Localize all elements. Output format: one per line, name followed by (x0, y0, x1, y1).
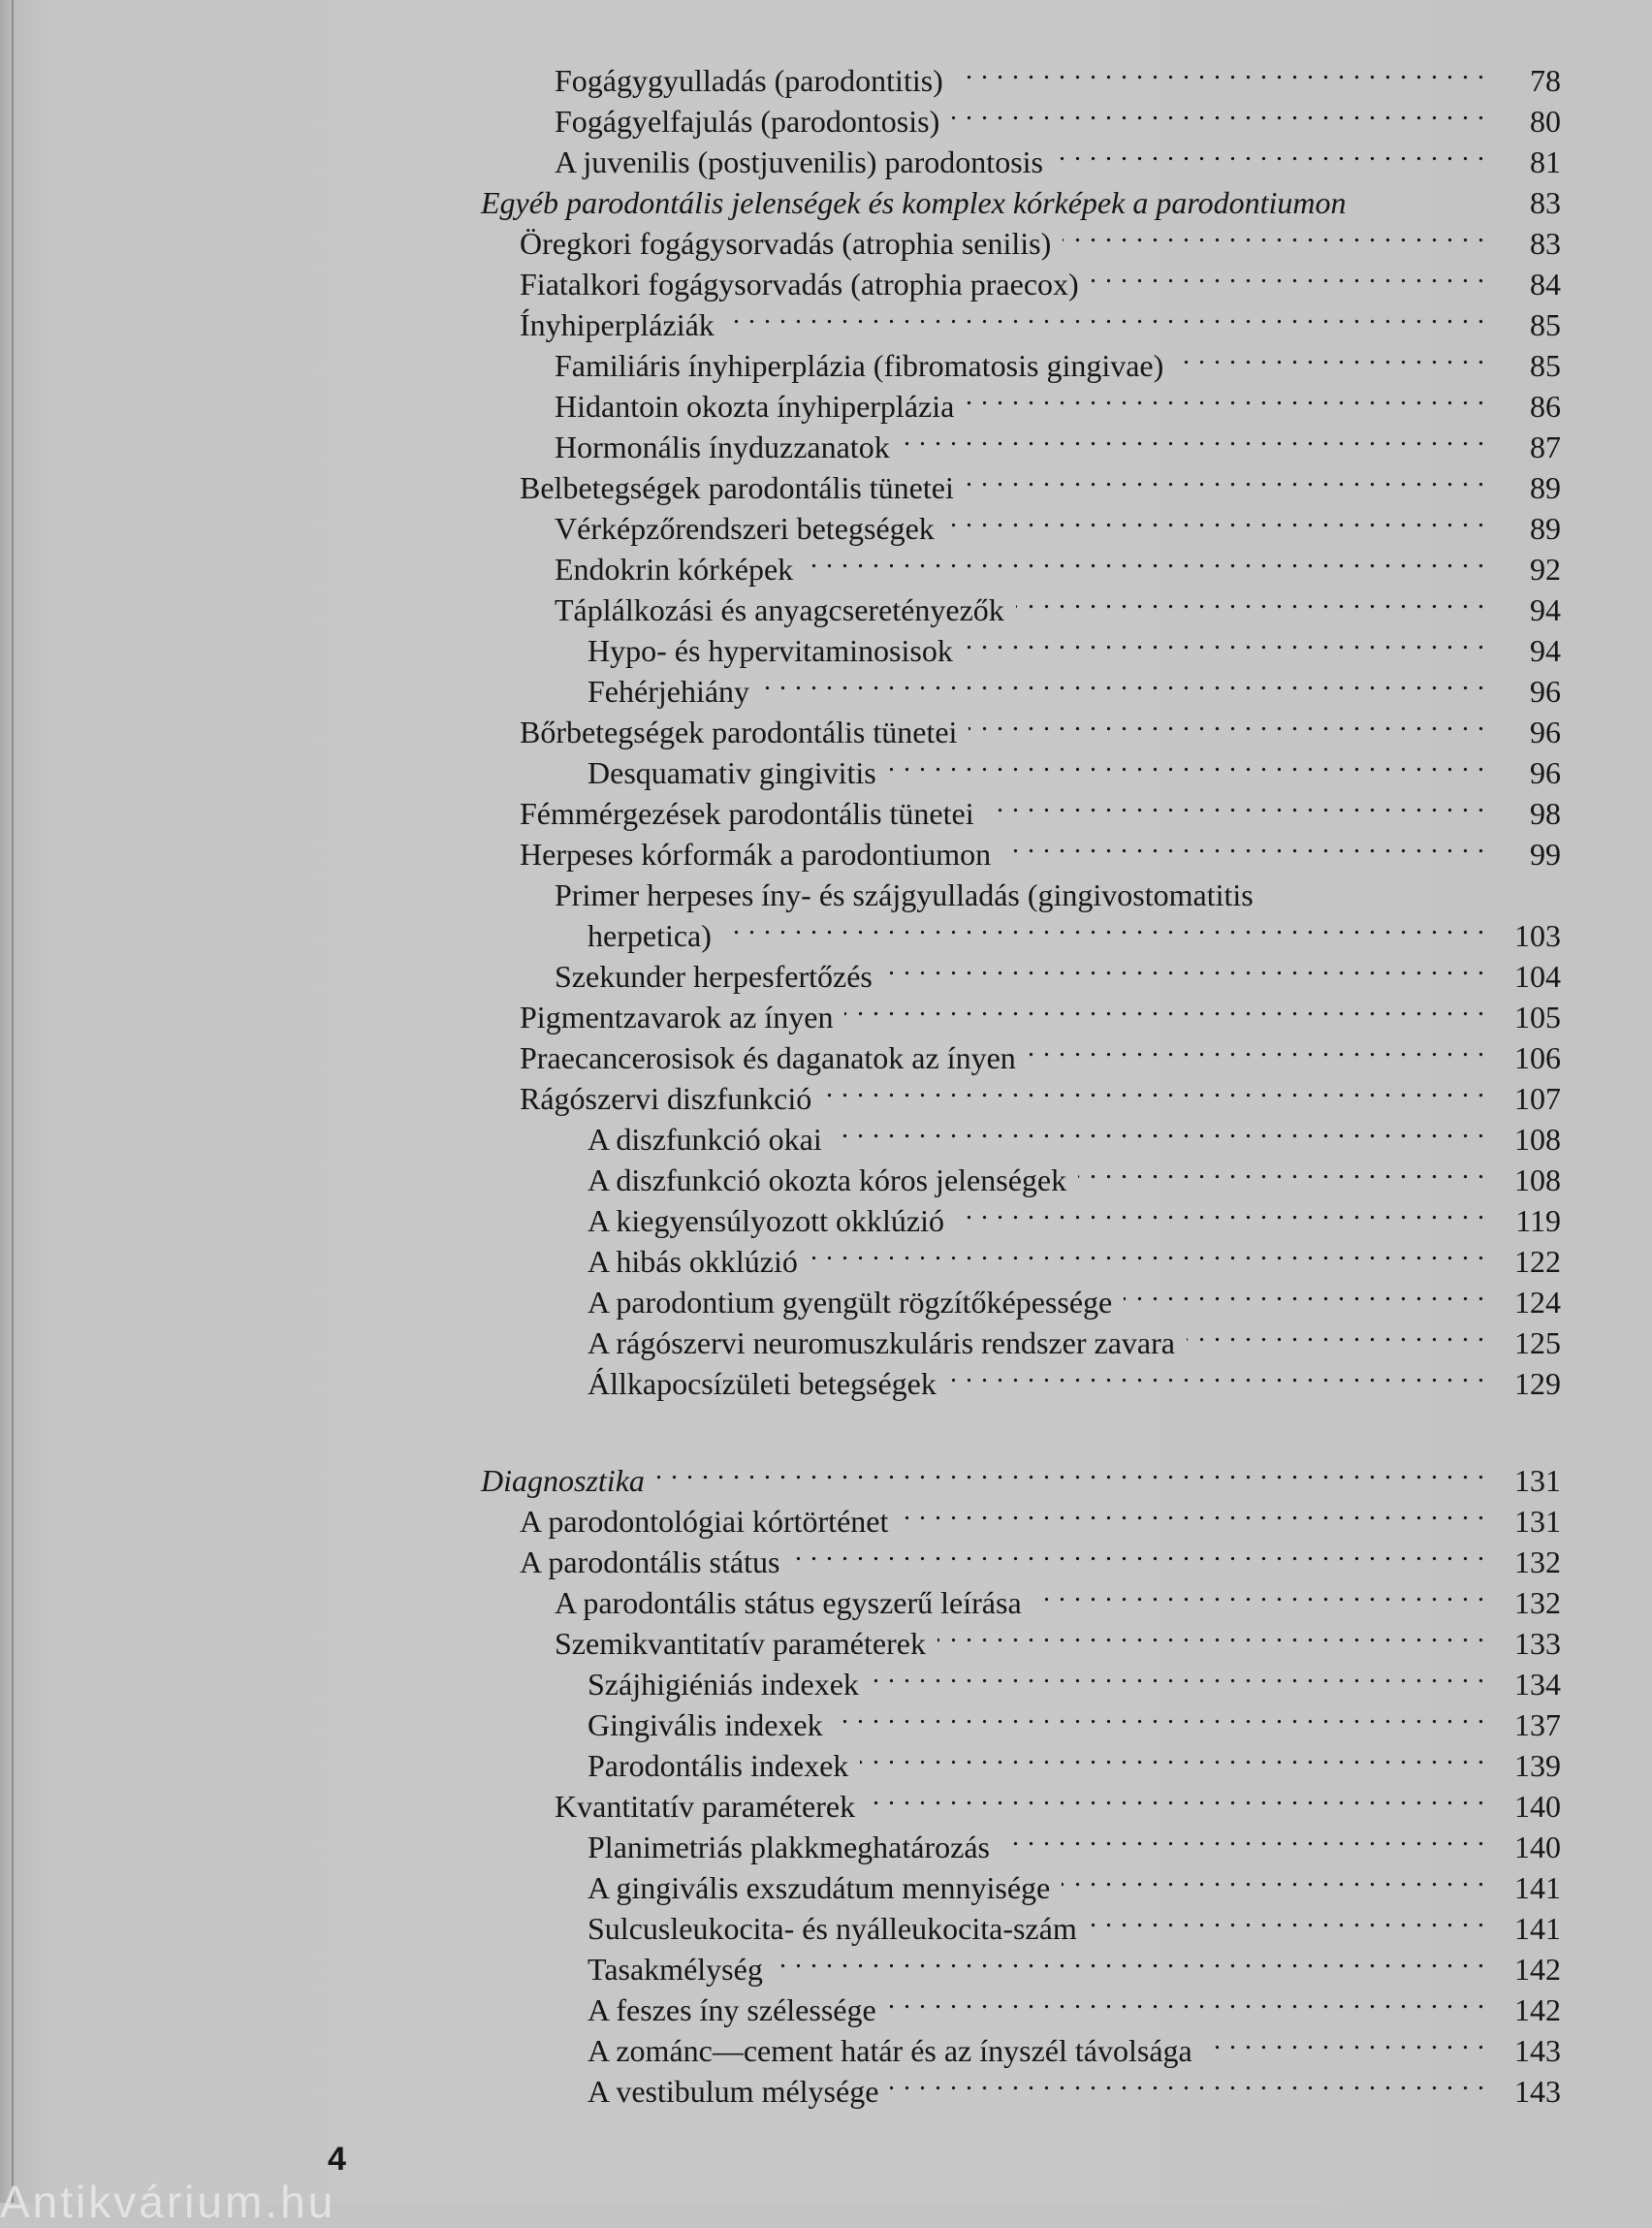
toc-entry (588, 2061, 1561, 2109)
toc-entry-title: Fehérjehiány (588, 674, 750, 709)
toc-entry (555, 91, 1561, 139)
toc-entry-page: 141 (1514, 1911, 1561, 1946)
toc-entry-title: A zománc—cement határ és az ínyszél távolsága (588, 2033, 1192, 2068)
toc-entry (520, 1491, 1561, 1539)
toc-entry-page: 124 (1514, 1285, 1561, 1320)
toc-entry-page: 94 (1530, 592, 1561, 627)
toc-entry-title: Fogágygyulladás (parodontitis) (555, 63, 943, 98)
toc-entry-title: Pigmentzavarok az ínyen (520, 1000, 834, 1034)
toc-entry (555, 498, 1561, 546)
toc-entry (520, 1532, 1561, 1579)
toc-entry (555, 50, 1561, 98)
toc-entry (555, 132, 1561, 179)
toc-entry-page: 125 (1514, 1325, 1561, 1360)
toc-entry (520, 254, 1561, 302)
toc-entry-page: 137 (1514, 1707, 1561, 1742)
toc-entry-title: A feszes íny szélessége (588, 1992, 876, 2027)
toc-entry-page: 99 (1530, 837, 1561, 872)
toc-entry (555, 1613, 1561, 1661)
toc-entry-page: 106 (1514, 1040, 1561, 1075)
toc-entry-page: 98 (1530, 796, 1561, 831)
toc-entry-title: Táplálkozási és anyagcseretényezők (555, 592, 1004, 627)
toc-entry-page: 104 (1514, 959, 1561, 994)
toc-entry-page: 84 (1530, 267, 1561, 302)
toc-entry-page: 103 (1514, 918, 1561, 953)
toc-entry-title: Ínyhiperpláziák (520, 307, 715, 342)
toc-entry (588, 1191, 1561, 1238)
toc-entry-title: Hidantoin okozta ínyhiperplázia (555, 389, 955, 424)
toc-entry-page: 142 (1514, 1952, 1561, 1987)
toc-entry-title: Szemikvantitatív paraméterek (555, 1626, 926, 1661)
toc-entry-page: 81 (1530, 144, 1561, 179)
toc-entry-page: 132 (1514, 1544, 1561, 1579)
toc-entry-title: Primer herpeses íny- és szájgyulladás (gingivostomatitis (555, 877, 1254, 912)
toc-entry-title: Fiatalkori fogágysorvadás (atrophia praecox) (520, 267, 1079, 302)
toc-entry-page: 105 (1514, 1000, 1561, 1034)
toc-entry-title: Fogágyelfajulás (parodontosis) (555, 104, 940, 139)
page-number: 4 (328, 2141, 346, 2178)
toc-entry-title: A parodontális státus egyszerű leírása (555, 1585, 1022, 1620)
toc-entry (520, 295, 1561, 342)
toc-entry (588, 661, 1561, 709)
toc-entry (555, 946, 1561, 994)
toc-entry (520, 824, 1561, 872)
toc-entry-page: 83 (1530, 226, 1561, 261)
toc-entry (520, 702, 1561, 749)
toc-entry-page: 139 (1514, 1748, 1561, 1783)
toc-entry (555, 376, 1561, 424)
toc-entry-title: Hormonális ínyduzzanatok (555, 430, 890, 464)
toc-entry-page: 87 (1530, 430, 1561, 464)
toc-entry-page: 119 (1515, 1203, 1561, 1238)
toc-entry (555, 539, 1561, 587)
toc-entry (520, 213, 1561, 261)
toc-entry-page: 89 (1530, 470, 1561, 505)
toc-entry-page: 83 (1530, 185, 1561, 220)
toc-entry (588, 1858, 1561, 1905)
toc-entry (520, 1068, 1561, 1116)
toc-entry-title: A parodontális státus (520, 1544, 780, 1579)
toc-entry-title: A parodontium gyengült rögzítőképessége (588, 1285, 1113, 1320)
toc-entry-page: 80 (1530, 104, 1561, 139)
toc-entry (588, 743, 1561, 790)
toc-entry-title: A vestibulum mélysége (588, 2074, 879, 2109)
toc-entry-title: A diszfunkció okai (588, 1122, 822, 1157)
toc-entry-title: Rágószervi diszfunkció (520, 1081, 812, 1116)
toc-entry (588, 1817, 1561, 1864)
toc-entry (588, 1313, 1561, 1360)
toc-entry-title: A hibás okklúzió (588, 1244, 798, 1279)
toc-entry-page: 140 (1514, 1789, 1561, 1824)
toc-entry (588, 2021, 1561, 2068)
toc-entry (555, 865, 1561, 912)
toc-entry (588, 621, 1561, 668)
toc-entry-page: 89 (1530, 511, 1561, 546)
toc-entry-title: A gingivális exszudátum mennyisége (588, 1870, 1051, 1905)
toc-entry (555, 1776, 1561, 1824)
toc-entry (588, 906, 1561, 953)
toc-entry-title: Vérképzőrendszeri betegségek (555, 511, 935, 546)
toc-entry-title: Planimetriás plakkmeghatározás (588, 1830, 990, 1864)
toc-entry (520, 1028, 1561, 1075)
toc-entry-page: 96 (1530, 715, 1561, 749)
toc-entry-title: Diagnosztika (481, 1463, 645, 1498)
toc-entry-page: 86 (1530, 389, 1561, 424)
toc-entry-page: 131 (1514, 1463, 1561, 1498)
toc-section-heading (481, 1450, 1561, 1498)
toc-entry-page: 134 (1514, 1667, 1561, 1702)
toc-entry-title: A rágószervi neuromuszkuláris rendszer zavara (588, 1325, 1175, 1360)
toc-entry-title: Desquamativ gingivitis (588, 755, 876, 790)
toc-entry (588, 1353, 1561, 1401)
toc-entry-title: Gingivális indexek (588, 1707, 823, 1742)
toc-entry-title: Szájhigiéniás indexek (588, 1667, 859, 1702)
toc-entry-title: Bőrbetegségek parodontális tünetei (520, 715, 958, 749)
toc-entry-page: 108 (1514, 1122, 1561, 1157)
toc-entry-page: 96 (1530, 674, 1561, 709)
toc-entry-title: Endokrin kórképek (555, 552, 794, 587)
toc-entry-title: herpetica) (588, 918, 712, 953)
toc-entry (555, 580, 1561, 627)
toc-entry-page: 94 (1530, 633, 1561, 668)
toc-entry (588, 1231, 1561, 1279)
toc-entry (588, 1272, 1561, 1320)
toc-entry (520, 458, 1561, 505)
toc-entry (588, 1654, 1561, 1702)
toc-entry-title: Szekunder herpesfertőzés (555, 959, 873, 994)
toc-entry-title: Egyéb parodontális jelenségek és komplex kórképek a parodontiumon (481, 185, 1347, 220)
toc-entry-title: A kiegyensúlyozott okklúzió (588, 1203, 944, 1238)
toc-entry-page: 133 (1514, 1626, 1561, 1661)
toc-entry-title: Herpeses kórformák a parodontiumon (520, 837, 992, 872)
toc-section-heading (481, 173, 1561, 220)
toc-entry-title: A parodontológiai kórtörténet (520, 1504, 889, 1539)
toc-entry-page: 85 (1530, 348, 1561, 383)
toc-entry-page: 132 (1514, 1585, 1561, 1620)
toc-entry-title: Parodontális indexek (588, 1748, 849, 1783)
toc-entry-title: Tasakmélység (588, 1952, 763, 1987)
toc-entry-page: 142 (1514, 1992, 1561, 2027)
toc-entry-title: Kvantitatív paraméterek (555, 1789, 856, 1824)
toc-entry-page: 143 (1514, 2074, 1561, 2109)
toc-entry-title: Belbetegségek parodontális tünetei (520, 470, 954, 505)
toc-entry-page: 141 (1514, 1870, 1561, 1905)
toc-entry-page: 140 (1514, 1830, 1561, 1864)
toc-entry (555, 1573, 1561, 1620)
toc-entry (588, 1735, 1561, 1783)
toc-entry-title: Sulcusleukocita- és nyálleukocita-szám (588, 1911, 1077, 1946)
toc-entry-title: Állkapocsízületi betegségek (588, 1366, 937, 1401)
toc-entry-page: 96 (1530, 755, 1561, 790)
toc-entry-page: 92 (1530, 552, 1561, 587)
toc-entry-page: 143 (1514, 2033, 1561, 2068)
toc-entry-title: Öregkori fogágysorvadás (atrophia senilis) (520, 226, 1052, 261)
toc-entry (588, 1109, 1561, 1157)
toc-entry-title: A diszfunkció okozta kóros jelenségek (588, 1162, 1067, 1197)
toc-entry-title: Praecancerosisok és daganatok az ínyen (520, 1040, 1016, 1075)
toc-entry (520, 987, 1561, 1034)
toc-entry (588, 1898, 1561, 1946)
toc-entry (588, 1980, 1561, 2027)
toc-entry (555, 417, 1561, 464)
watermark: Antikvárium.hu (0, 2177, 336, 2227)
toc-entry (555, 335, 1561, 383)
toc-entry-page: 131 (1514, 1504, 1561, 1539)
toc-entry (588, 1939, 1561, 1987)
toc-entry-page: 122 (1514, 1244, 1561, 1279)
toc-entry-page: 108 (1514, 1162, 1561, 1197)
toc-entry (588, 1150, 1561, 1197)
toc-entry (520, 783, 1561, 831)
toc-entry (588, 1695, 1561, 1742)
toc-entry-page: 129 (1514, 1366, 1561, 1401)
page-edge (12, 0, 14, 2203)
toc-entry-page: 107 (1514, 1081, 1561, 1116)
toc-entry-title: Hypo- és hypervitaminosisok (588, 633, 953, 668)
toc-entry-title: Fémmérgezések parodontális tünetei (520, 796, 974, 831)
toc-entry-page: 85 (1530, 307, 1561, 342)
toc-entry-title: A juvenilis (postjuvenilis) parodontosis (555, 144, 1043, 179)
toc-entry-page: 78 (1530, 63, 1561, 98)
toc-entry-title: Familiáris ínyhiperplázia (fibromatosis gingivae) (555, 348, 1164, 383)
